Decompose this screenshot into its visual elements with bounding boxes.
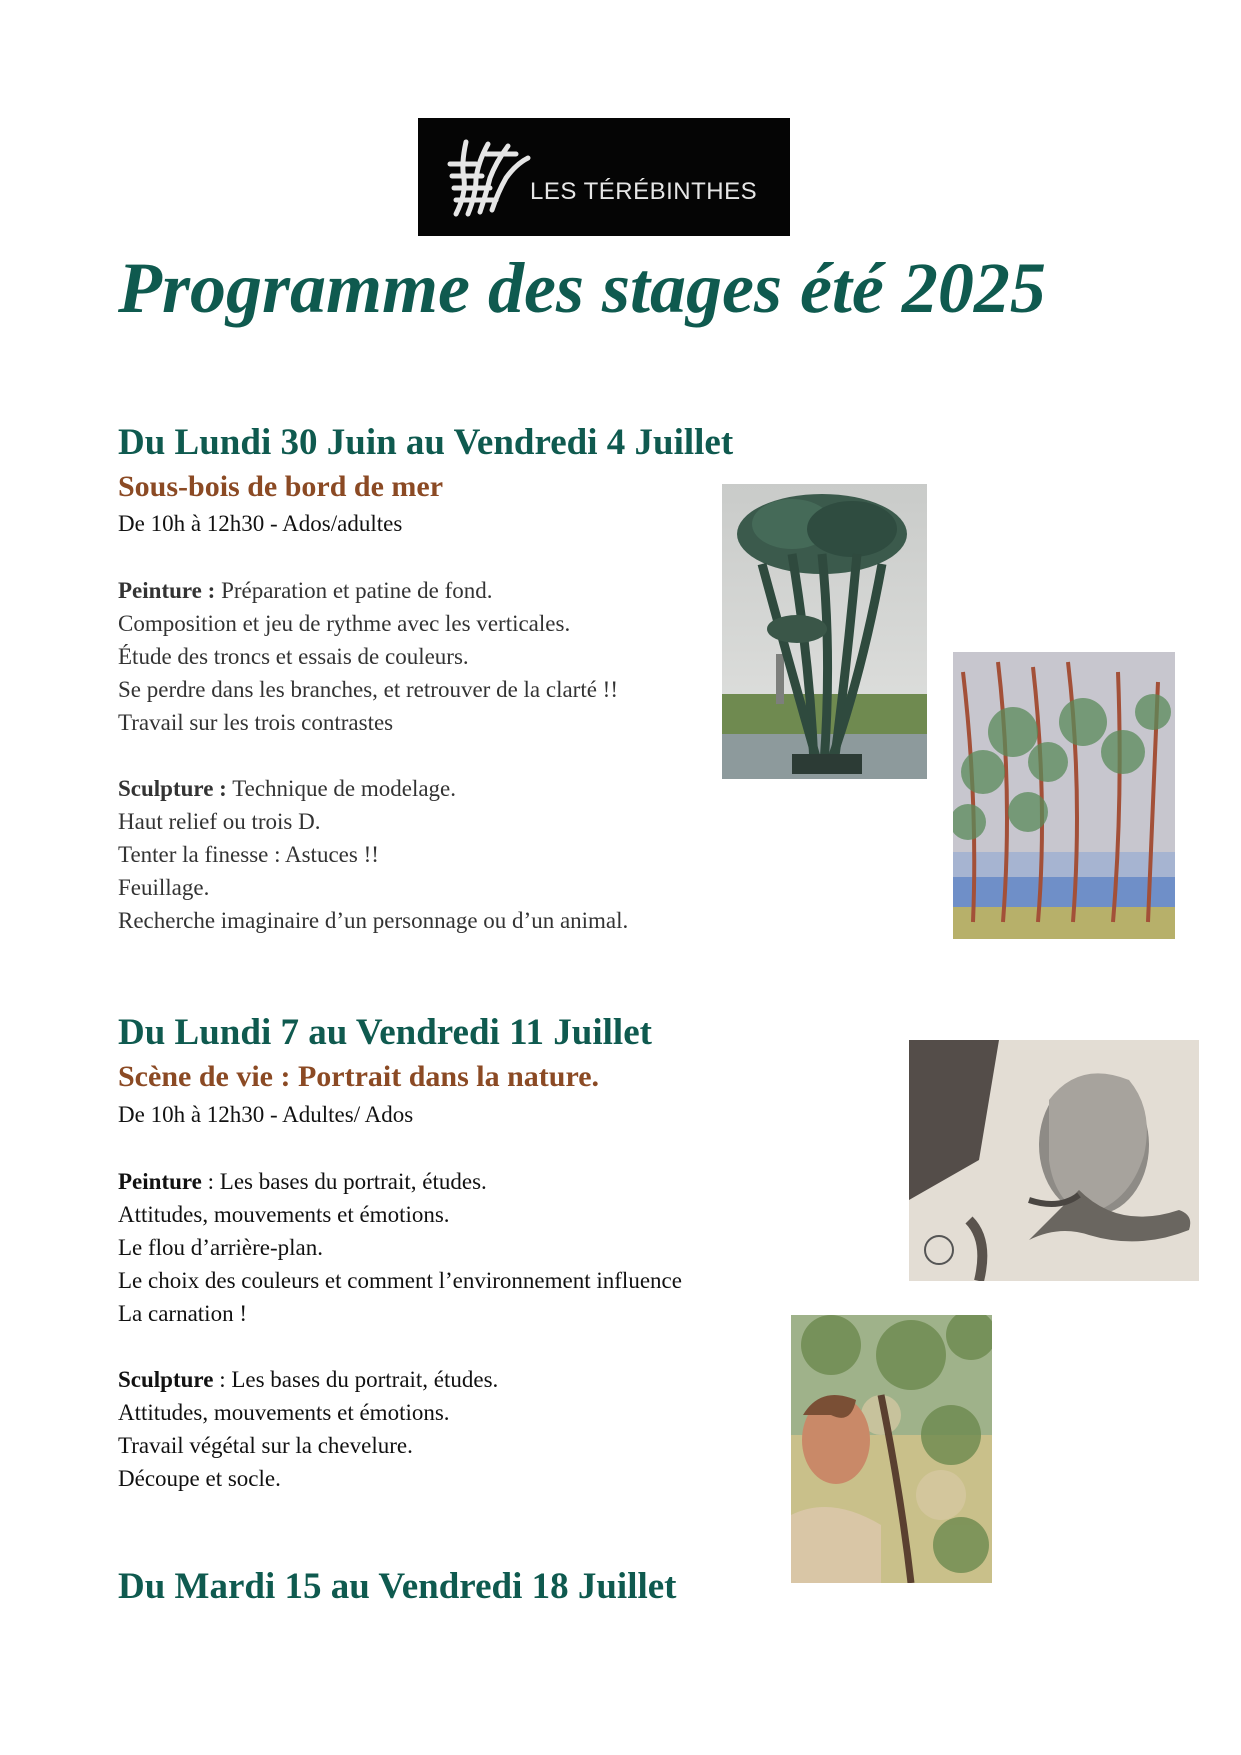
week-2-painting-line: Le flou d’arrière-plan. [118,1235,323,1260]
week-1-sculpture-line: Tenter la finesse : Astuces !! [118,842,379,867]
logo [418,118,790,236]
week-2-sculpture-line: Travail végétal sur la chevelure. [118,1433,413,1458]
week-2-painting-line: Le choix des couleurs et comment l’environnement influence [118,1268,682,1293]
week-2-schedule: De 10h à 12h30 - Adultes/ Ados [118,1102,414,1127]
logo-text: LES TÉRÉBINTHES [530,178,758,205]
week-1-sculpture-line: Feuillage. [118,875,210,900]
week-1-painting-line: Étude des troncs et essais de couleurs. [118,644,469,669]
tree-sculpture-photo [722,484,927,779]
week-2-painting-line: Attitudes, mouvements et émotions. [118,1202,450,1227]
week-1-painting-line: Peinture : Préparation et patine de fond. [118,578,493,603]
week-2-painting-label: Peinture [118,1169,202,1194]
week-2-heading: Du Lundi 7 au Vendredi 11 Juillet [118,1012,652,1053]
portrait-nature-painting [791,1315,992,1583]
week-2-sculpture-label: Sculpture [118,1367,214,1392]
week-1-subtitle: Sous-bois de bord de mer [118,470,444,503]
week-2-sculpture-line: Attitudes, mouvements et émotions. [118,1400,450,1425]
week-3-heading: Du Mardi 15 au Vendredi 18 Juillet [118,1566,677,1607]
tree-logo-icon [446,134,536,220]
week-1-painting-label: Peinture : [118,578,216,603]
week-1-painting-line: Composition et jeu de rythme avec les verticales. [118,611,571,636]
week-2-sculpture-line: Sculpture : Les bases du portrait, études. [118,1367,499,1392]
week-2-painting-line: La carnation ! [118,1301,247,1326]
week-1-sculpture-line: Haut relief ou trois D. [118,809,321,834]
week-2-subtitle: Scène de vie : Portrait dans la nature. [118,1060,600,1093]
week-2-sculpture-line: Découpe et socle. [118,1466,281,1491]
week-1-painting-line: Travail sur les trois contrastes [118,710,394,735]
week-1-painting-line: Se perdre dans les branches, et retrouver de la clarté !! [118,677,619,702]
page-title: Programme des stages été 2025 [118,248,1046,328]
week-1-heading: Du Lundi 30 Juin au Vendredi 4 Juillet [118,422,734,463]
monet-trees-painting [953,652,1175,939]
week-1-sculpture-line: Sculpture : Technique de modelage. [118,776,457,801]
portrait-sculpture-photo [909,1040,1199,1281]
week-1-schedule: De 10h à 12h30 - Ados/adultes [118,511,403,536]
week-1-sculpture-label: Sculpture : [118,776,227,801]
week-2-painting-line: Peinture : Les bases du portrait, études. [118,1169,487,1194]
week-1-sculpture-line: Recherche imaginaire d’un personnage ou d’un animal. [118,908,629,933]
